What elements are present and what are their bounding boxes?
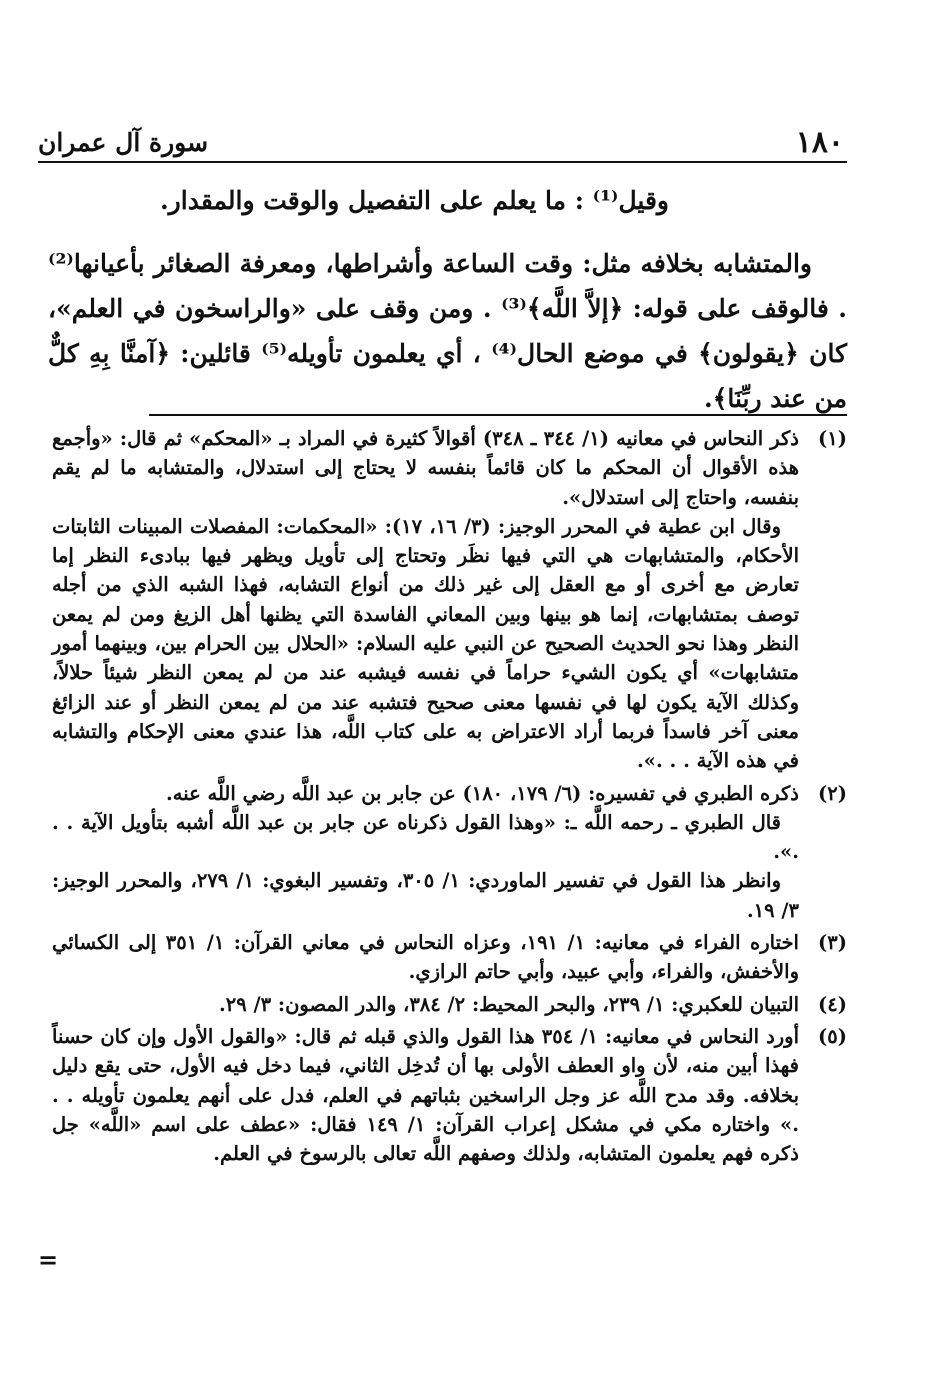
footnote-text: وقال ابن عطية في المحرر الوجيز: (٣/ ١٦، ١٧): «المحكمات: المفصلات المبينات الثابتات الأحكام، والمتشابهات هي التي فيها نظَر وتحتاج إلى تأويل ويظهر فيها ببادىء النظر إما تعارض مع أخرى أو مع العقل إلى غير ذلك من أنواع التشابه، فهذا الشبه الذي من أجله توصف بمتشابهات، إنما هو بينها وبين المعاني الفاسدة التي يظنها أهل الزيغ ومن لم يمعن النظر وهذا نحو الحديث الصحيح عن النبي عليه السلام: «الحلال بين الحرام بين، وبينهما أمور متشابهات» أي يكون الشيء حراماً في نفسه فيشبه عند من لم يمعن النظر شيئاً حلالاً، وكذلك الآية يكون لها في نفسها معنى صحيح فتشبه عند من لم يمعن النظر أو عند الزائغ معنى آخر فاسداً فربما أراد الاعتراض به على كتاب اللَّه، هذا عندي معنى الإحكام والتشابه في هذه الآية . . .». bbox=[52, 514, 799, 773]
continuation-mark: = bbox=[38, 1245, 59, 1274]
footnote-text: ذكره الطبري في تفسيره: (٦/ ١٧٩، ١٨٠) عن جابر بن عبد اللَّه رضي اللَّه عنه. bbox=[165, 781, 799, 805]
footnote-number: (٥) bbox=[818, 1024, 847, 1048]
surah-title: سورة آل عمران bbox=[38, 128, 209, 157]
footnote-5 bbox=[52, 1022, 847, 1168]
footnote-number: (١) bbox=[818, 427, 847, 450]
main-text bbox=[48, 178, 847, 421]
main-paragraph-2: والمتشابه بخلافه مثل: وقت الساعة وأشراطها، ومعرفة الصغائر بأعيانها⁽²⁾ . فالوقف على قوله: ﴿إلاَّ اللَّه﴾⁽³⁾ . ومن وقف على «والراسخون في العلم»، كان ﴿يقولون﴾ في موضع الحال⁽⁴⁾ ، أي يعلمون تأويله⁽⁵⁾ قائلين: ﴿آمنَّا بِهِ كلٌّ من عند ربِّنَا﴾. bbox=[48, 249, 847, 413]
footnote-divider bbox=[149, 414, 847, 416]
footnote-2 bbox=[52, 779, 847, 925]
footnote-number: (٤) bbox=[818, 992, 847, 1016]
footnote-text: اختاره الفراء في معانيه: ١/ ١٩١، وعزاه النحاس في معاني القرآن: ١/ ٣٥١ إلى الكسائي والأخفش، والفراء، وأبي عبيد، وأبي حاتم الرازي. bbox=[52, 931, 799, 984]
header-divider bbox=[38, 161, 847, 163]
footnote-text: التبيان للعكبري: ١/ ٢٣٩، والبحر المحيط: ٢/ ٣٨٤، والدر المصون: ٣/ ٢٩. bbox=[218, 992, 799, 1016]
footnote-text: قال الطبري ـ رحمه اللَّه ـ: «وهذا القول ذكرناه عن جابر بن عبد اللَّه أشبه بتأويل الآية . . .». bbox=[52, 810, 799, 864]
footnote-text: أورد النحاس في معانيه: ١/ ٣٥٤ هذا القول والذي قبله ثم قال: «والقول الأول وإن كان حسناً فهذا أبين منه، لأن واو العطف الأولى بها أن تُدخِل الثاني، فيما دخل فيه الأول، حتى يقع دليل بخلافه. وقد مدح اللَّه عز وجل الراسخين بثباتهم في العلم، فدل على أنهم يعلمون تأويله . . .» واختاره مكي في مشكل إعراب القرآن: ١/ ١٤٩ فقال: «عطف على اسم «اللَّه» جل ذكره فهم يعلمون المتشابه، ولذلك وصفهم اللَّه تعالى بالرسوخ في العلم. bbox=[52, 1024, 799, 1166]
footnotes bbox=[52, 424, 847, 1171]
footnote-number: (٢) bbox=[818, 781, 847, 805]
footnote-3 bbox=[52, 928, 847, 987]
page-header bbox=[38, 125, 844, 160]
main-paragraph-1: وقيل⁽¹⁾ : ما يعلم على التفصيل والوقت والمقدار. bbox=[159, 186, 669, 215]
footnote-4 bbox=[52, 990, 847, 1019]
footnote-text: وانظر هذا القول في تفسير الماوردي: ١/ ٣٠٥، وتفسير البغوي: ١/ ٢٧٩، والمحرر الوجيز: ٣/ ١٩. bbox=[52, 869, 799, 922]
footnote-1 bbox=[52, 424, 847, 776]
page-number: ١٨٠ bbox=[795, 125, 844, 160]
footnote-text: ذكر النحاس في معانيه (١/ ٣٤٤ ـ ٣٤٨) أقوالاً كثيرة في المراد بـ «المحكم» ثم قال: «وأجمع هذه الأقوال أن المحكم ما كان قائماً بنفسه لا يحتاج إلى استدلال، والمتشابه ما لم يقم بنفسه، واحتاج إلى استدلال». bbox=[52, 427, 799, 509]
footnote-number: (٣) bbox=[818, 931, 847, 955]
